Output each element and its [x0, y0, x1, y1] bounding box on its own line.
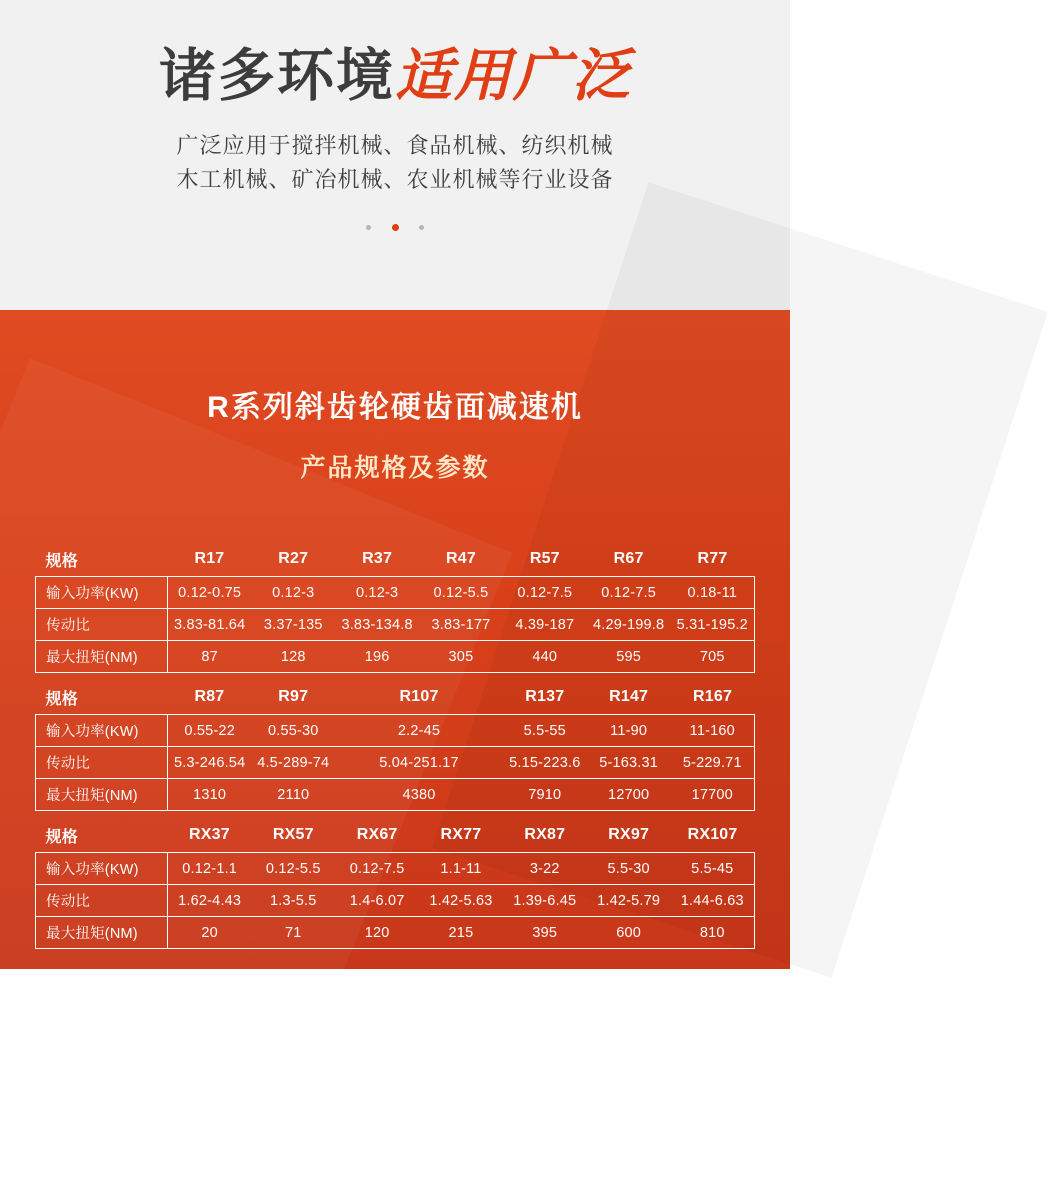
table-cell: 0.12-3	[251, 577, 335, 609]
table-cell: 600	[587, 917, 671, 949]
table-cell: 5-229.71	[671, 747, 755, 779]
table-cell: R167	[693, 688, 733, 705]
table-cell: R37	[362, 550, 393, 567]
table-cell: 440	[503, 641, 587, 673]
dot-icon	[392, 224, 399, 231]
row-label-spec: 规格	[45, 552, 78, 570]
table-cell: R47	[445, 550, 476, 567]
table-cell: 0.12-7.5	[503, 577, 587, 609]
row-label-spec: 规格	[45, 690, 78, 708]
table-cell: RX37	[189, 826, 230, 843]
table-cell: R137	[525, 688, 565, 705]
spec-table-body	[36, 542, 755, 949]
table-cell: 2110	[251, 779, 335, 811]
row-label-torque: 最大扭矩(NM)	[36, 641, 168, 673]
table-cell: 0.12-7.5	[335, 853, 419, 885]
table-cell: 128	[251, 641, 335, 673]
table-cell: R87	[194, 688, 225, 705]
table-cell: 2.2-45	[335, 715, 503, 747]
spec-section	[0, 310, 790, 999]
table-cell: RX87	[524, 826, 566, 843]
row-label-ratio: 传动比	[36, 609, 168, 641]
table-row	[36, 747, 755, 779]
table-cell: 4380	[335, 779, 503, 811]
table-cell: 3.83-81.64	[168, 609, 252, 641]
row-label-ratio: 传动比	[36, 885, 168, 917]
dot-icon	[366, 225, 371, 230]
table-cell: R77	[697, 550, 728, 567]
table-cell: 4.5-289-74	[251, 747, 335, 779]
table-cell: 3.37-135	[251, 609, 335, 641]
table-cell: RX77	[440, 826, 482, 843]
row-label-power: 输入功率(KW)	[36, 853, 168, 885]
table-cell: R27	[278, 550, 309, 567]
spec-table	[35, 542, 755, 949]
table-cell: 3.83-177	[419, 609, 503, 641]
table-row	[36, 577, 755, 609]
table-cell: R107	[399, 688, 439, 705]
table-cell: R67	[613, 550, 644, 567]
row-label-torque: 最大扭矩(NM)	[36, 917, 168, 949]
table-cell: 395	[503, 917, 587, 949]
table-cell: 5-163.31	[587, 747, 671, 779]
table-group-spacer	[36, 673, 755, 681]
table-cell: R97	[278, 688, 309, 705]
table-cell: 0.12-7.5	[587, 577, 671, 609]
table-cell: R17	[194, 550, 225, 567]
table-cell: 5.5-45	[671, 853, 755, 885]
table-row	[36, 609, 755, 641]
table-cell: 0.12-1.1	[168, 853, 252, 885]
table-cell: 0.55-22	[168, 715, 252, 747]
table-cell: 0.12-3	[335, 577, 419, 609]
table-cell: 0.12-5.5	[419, 577, 503, 609]
table-cell: 0.55-30	[251, 715, 335, 747]
table-cell: 0.12-5.5	[251, 853, 335, 885]
table-cell: R147	[609, 688, 649, 705]
page-title: R系列斜齿轮硬齿面减速机	[207, 391, 583, 424]
table-row	[36, 853, 755, 885]
table-cell: 7910	[503, 779, 587, 811]
table-cell: 3.83-134.8	[335, 609, 419, 641]
table-cell: 5.5-30	[587, 853, 671, 885]
banner-subtext	[0, 129, 790, 197]
table-row	[36, 680, 755, 715]
table-row	[36, 779, 755, 811]
table-row	[36, 917, 755, 949]
table-cell: 5.04-251.17	[335, 747, 503, 779]
headline-red-text: 适用广泛	[395, 44, 631, 108]
table-cell: 196	[335, 641, 419, 673]
table-cell: 12700	[587, 779, 671, 811]
table-cell: RX67	[356, 826, 398, 843]
table-cell: 3-22	[503, 853, 587, 885]
table-cell: 17700	[671, 779, 755, 811]
row-label-spec: 规格	[45, 828, 78, 846]
row-label-power: 输入功率(KW)	[36, 715, 168, 747]
table-cell: 87	[168, 641, 252, 673]
banner-subtext-line-1: 广泛应用于搅拌机械、食品机械、纺织机械	[176, 133, 614, 158]
table-cell: 11-160	[671, 715, 755, 747]
table-cell: RX57	[272, 826, 314, 843]
table-row	[36, 715, 755, 747]
table-cell: 4.39-187	[503, 609, 587, 641]
table-cell: R57	[529, 550, 560, 567]
page-subtitle: 产品规格及参数	[300, 454, 490, 482]
table-row	[36, 542, 755, 577]
table-cell: RX107	[687, 826, 738, 843]
row-label-torque: 最大扭矩(NM)	[36, 779, 168, 811]
table-cell: 1.4-6.07	[335, 885, 419, 917]
table-cell: 5.5-55	[503, 715, 587, 747]
headline-dark-text: 诸多环境	[159, 44, 395, 108]
table-cell: 4.29-199.8	[587, 609, 671, 641]
table-row	[36, 818, 755, 853]
table-cell: 810	[671, 917, 755, 949]
table-cell: 5.15-223.6	[503, 747, 587, 779]
table-cell: 1.44-6.63	[671, 885, 755, 917]
table-cell: 305	[419, 641, 503, 673]
table-cell: 0.12-0.75	[168, 577, 252, 609]
table-cell: 0.18-11	[671, 577, 755, 609]
table-cell: 11-90	[587, 715, 671, 747]
dot-icon	[419, 225, 424, 230]
table-cell: 1.1-11	[419, 853, 503, 885]
table-cell: 705	[671, 641, 755, 673]
table-cell: 1.42-5.63	[419, 885, 503, 917]
table-cell: 120	[335, 917, 419, 949]
table-row	[36, 641, 755, 673]
table-cell: 5.31-195.2	[671, 609, 755, 641]
company-name: 雁峰集团有限公司	[610, 980, 754, 999]
table-cell: 1.62-4.43	[168, 885, 252, 917]
table-cell: 20	[168, 917, 252, 949]
table-cell: 1310	[168, 779, 252, 811]
table-row	[36, 885, 755, 917]
table-cell: 1.42-5.79	[587, 885, 671, 917]
table-cell: 1.39-6.45	[503, 885, 587, 917]
row-label-ratio: 传动比	[36, 747, 168, 779]
row-label-power: 输入功率(KW)	[36, 577, 168, 609]
table-cell: 5.3-246.54	[168, 747, 252, 779]
table-cell: 71	[251, 917, 335, 949]
table-cell: RX97	[608, 826, 650, 843]
table-cell: 215	[419, 917, 503, 949]
table-cell: 595	[587, 641, 671, 673]
banner-headline	[0, 0, 790, 108]
banner-subtext-line-2: 木工机械、矿冶机械、农业机械等行业设备	[176, 167, 614, 192]
table-cell: 1.3-5.5	[251, 885, 335, 917]
table-group-spacer	[36, 811, 755, 819]
